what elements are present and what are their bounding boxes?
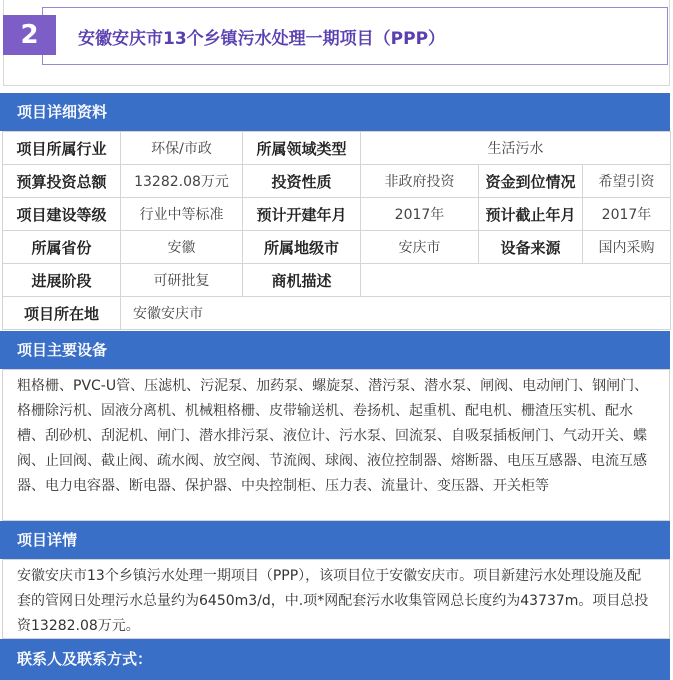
value-start-date: 2017年 bbox=[361, 198, 479, 231]
value-domain-type: 生活污水 bbox=[361, 132, 671, 165]
equipment-list: 粗格栅、PVC-U管、压滤机、污泥泵、加药泵、螺旋泵、潜污泵、潜水泵、闸阀、电动闸门、钢闸门、格栅除污机、固液分离机、机械粗格栅、皮带输送机、卷扬机、起重机、配电机、栅渣压实机、配水槽、刮砂机、刮泥机、闸门、潜水排污泵、液位计、污水泵、回流泵、自吸泵插板闸门、气动开关、蝶阀、止回阀、截止阀、疏水阀、放空阀、节流阀、球阀、液位控制器、熔断器、电压互感器、电流互感器、电力电容器、断电器、保护器、中央控制柜、压力表、流量计、变压器、开关柜等 bbox=[2, 369, 670, 521]
project-info-table bbox=[2, 131, 671, 330]
value-equipment-source: 国内采购 bbox=[583, 231, 671, 264]
label-opportunity: 商机描述 bbox=[243, 264, 361, 297]
value-province: 安徽 bbox=[121, 231, 243, 264]
value-location: 安徽安庆市 bbox=[121, 297, 671, 330]
project-title: 安徽安庆市13个乡镇污水处理一期项目（PPP） bbox=[78, 29, 446, 49]
label-budget: 预算投资总额 bbox=[3, 165, 121, 198]
table-row bbox=[3, 231, 671, 264]
label-industry: 项目所属行业 bbox=[3, 132, 121, 165]
label-start-date: 预计开建年月 bbox=[243, 198, 361, 231]
number-badge: 2 bbox=[3, 15, 56, 55]
value-progress: 可研批复 bbox=[121, 264, 243, 297]
table-row bbox=[3, 198, 671, 231]
section-header-project-detail: 项目详情 bbox=[0, 521, 670, 559]
label-construction-level: 项目建设等级 bbox=[3, 198, 121, 231]
section-header-contact: 联系人及联系方式： bbox=[0, 639, 670, 680]
value-investment-nature: 非政府投资 bbox=[361, 165, 479, 198]
label-progress: 进展阶段 bbox=[3, 264, 121, 297]
value-budget: 13282.08万元 bbox=[121, 165, 243, 198]
section-header-equipment: 项目主要设备 bbox=[0, 331, 670, 369]
project-detail-text: 安徽安庆市13个乡镇污水处理一期项目（PPP），该项目位于安徽安庆市。项目新建污水处理设施及配套的管网日处理污水总量约为6450m3/d，中.项*网配套污水收集管网总长度约为43737m。项目总投资13282.08万元。 bbox=[2, 559, 670, 639]
table-row bbox=[3, 264, 671, 297]
value-city: 安庆市 bbox=[361, 231, 479, 264]
label-location: 项目所在地 bbox=[3, 297, 121, 330]
value-industry: 环保/市政 bbox=[121, 132, 243, 165]
label-equipment-source: 设备来源 bbox=[479, 231, 583, 264]
value-funding-status: 希望引资 bbox=[583, 165, 671, 198]
label-investment-nature: 投资性质 bbox=[243, 165, 361, 198]
label-city: 所属地级市 bbox=[243, 231, 361, 264]
value-end-date: 2017年 bbox=[583, 198, 671, 231]
value-opportunity bbox=[361, 264, 671, 297]
value-construction-level: 行业中等标准 bbox=[121, 198, 243, 231]
label-end-date: 预计截止年月 bbox=[479, 198, 583, 231]
table-row bbox=[3, 165, 671, 198]
label-funding-status: 资金到位情况 bbox=[479, 165, 583, 198]
label-province: 所属省份 bbox=[3, 231, 121, 264]
label-domain-type: 所属领域类型 bbox=[243, 132, 361, 165]
section-header-details: 项目详细资料 bbox=[0, 93, 670, 131]
table-row bbox=[3, 132, 671, 165]
table-row bbox=[3, 297, 671, 330]
